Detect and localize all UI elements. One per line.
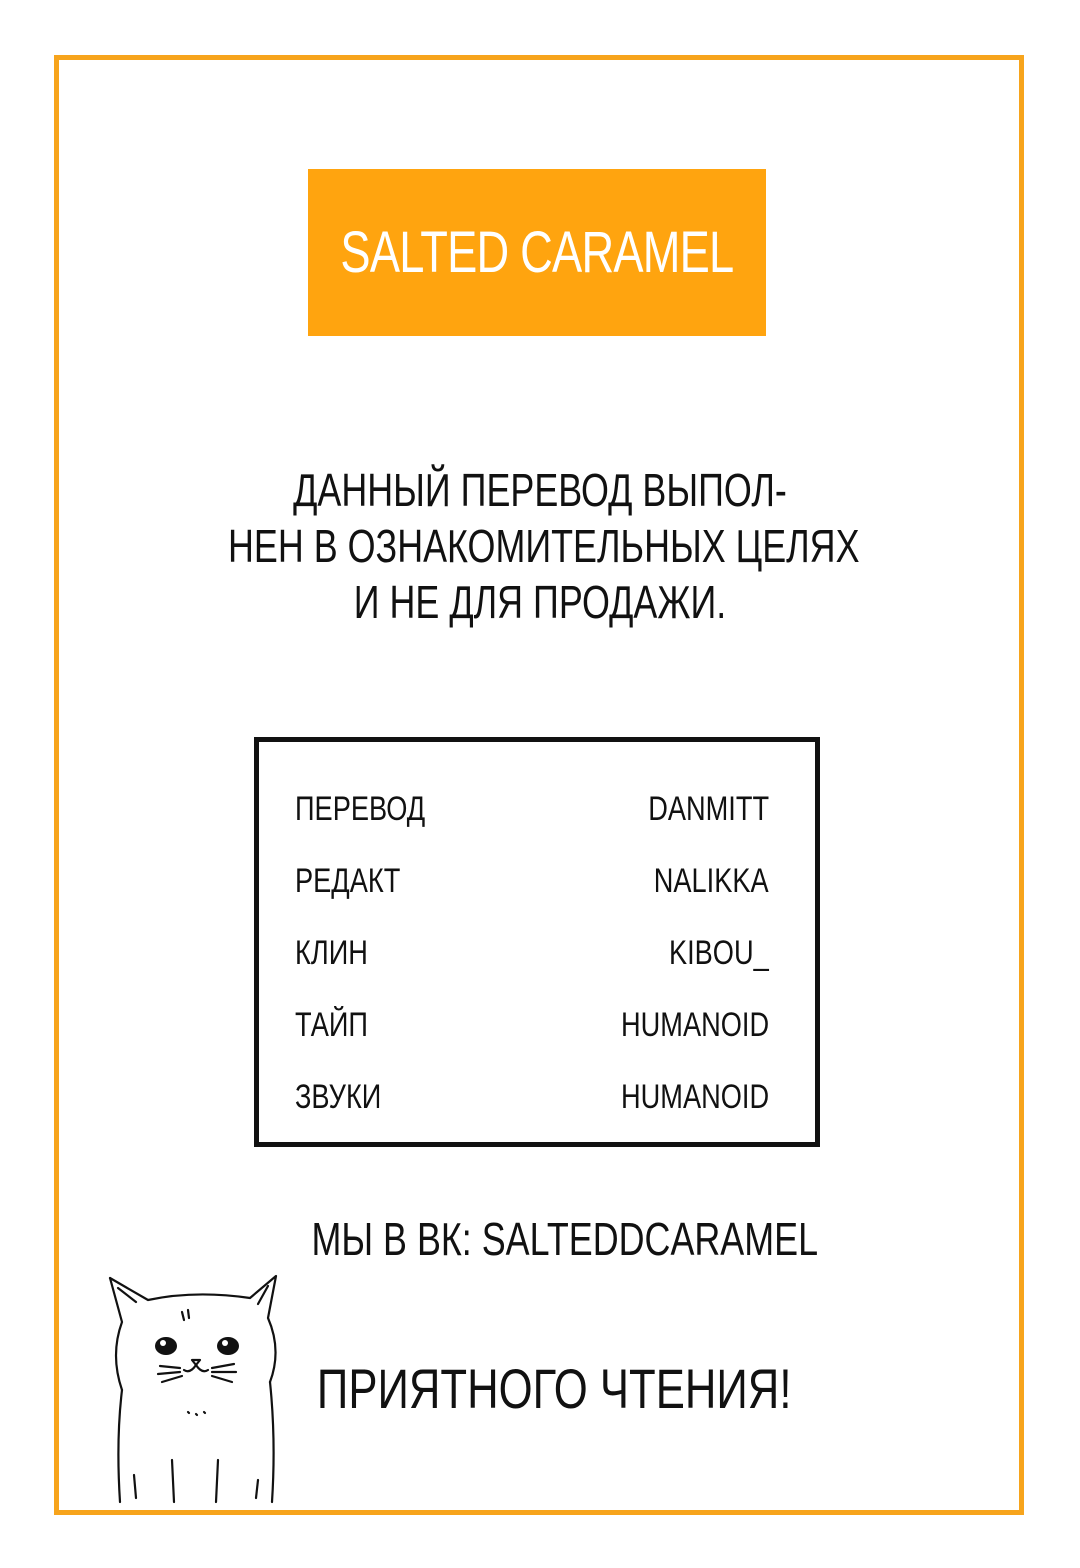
credit-row-sounds [295, 1072, 779, 1122]
credit-name: DANMITT [648, 789, 769, 828]
page-title: SALTED CARAMEL [340, 220, 734, 285]
credit-row-typesetting [295, 1000, 779, 1050]
credit-name: NALIKKA [654, 861, 769, 900]
enjoy-reading-text [250, 1356, 830, 1421]
disclaimer-line: ДАННЫЙ ПЕРЕВОД ВЫПОЛ- [293, 464, 787, 516]
credit-name: KIBOU_ [669, 933, 769, 972]
credit-row-editing [295, 856, 779, 906]
credit-role: ТАЙП [295, 1005, 368, 1044]
credit-role: КЛИН [295, 933, 368, 972]
credit-row-cleaning [295, 928, 779, 978]
vk-link-text [240, 1212, 840, 1266]
credit-name: HUMANOID [620, 1077, 769, 1116]
credits-box [254, 737, 820, 1147]
credit-name: HUMANOID [620, 1005, 769, 1044]
disclaimer-line: И НЕ ДЛЯ ПРОДАЖИ. [353, 576, 727, 628]
title-banner [308, 169, 766, 336]
enjoy-text: ПРИЯТНОГО ЧТЕНИЯ! [316, 1357, 792, 1420]
credit-row-translation [295, 784, 779, 834]
credit-role: РЕДАКТ [295, 861, 401, 900]
credit-role: ЗВУКИ [295, 1077, 382, 1116]
disclaimer [140, 462, 940, 630]
credit-role: ПЕРЕВОД [295, 789, 426, 828]
vk-text: МЫ В ВК: SALTEDDCARAMEL [311, 1213, 819, 1265]
disclaimer-line: НЕН В ОЗНАКОМИТЕЛЬНЫХ ЦЕЛЯХ [228, 520, 860, 572]
